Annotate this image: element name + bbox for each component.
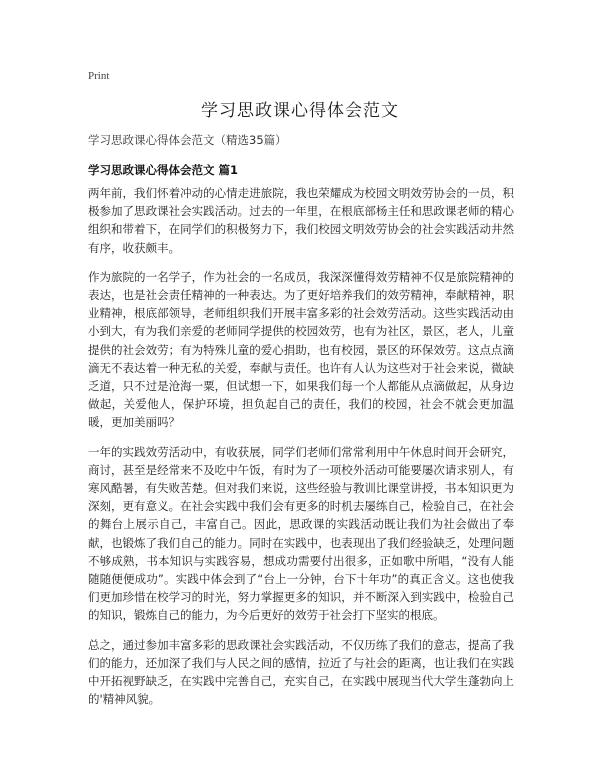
paragraph: 总之，通过参加丰富多彩的思政课社会实践活动，不仅历练了我们的意志，提高了我们的能力，还加深了我们与人民之间的感情，拉近了与社会的距离，也让我们在实践中开拓视野缺乏，在实践中完善自己，充实自己，在实践中展现当代大学生蓬勃向上的'精神风貌。 — [88, 637, 514, 707]
paragraph: 两年前，我们怀着冲动的心情走进旅院，我也荣耀成为校园文明效劳协会的一员，积极参加了思政课社会实践活动。过去的一年里，在根底部杨主任和思政课老师的精心组织和带着下，在同学们的积极努力下，我们校园文明效劳协会的社会实践活动井然有序，收获颇丰。 — [88, 186, 514, 255]
section-heading: 学习思政课心得体会范文 篇1 — [88, 163, 239, 177]
document-subtitle: 学习思政课心得体会范文（精选35篇） — [88, 133, 287, 147]
paragraph: 一年的实践效劳活动中，有收获展，同学们老师们常常利用中午休息时间开会研究，商讨，甚至是经常来不及吃中午饭，有时为了一项校外活动可能要屡次请求别人，有寒风酷暑，有失败苦楚。但对我们来说，这些经验与教训比课堂讲授，书本知识更为深刻，更有意义。在社会实践中我们会有更多的时机去屡练自己，检验自己，在社会的舞台上展示自己，丰富自己。因此，思政课的实践活动既让我们为社会做出了奉献，也锻炼了我们自己的能力。同时在实践中，也表现出了我们经验缺乏，处理问题不够成熟，书本知识与实践容易，想成功需要付出很多，正如歌中所唱，“没有人能随随便便成功”。实践中体会到了“台上一分钟，台下十年功”的真正含义。这也使我们更加珍惜在校学习的时光，努力掌握更多的知识，并不断深入到实践中，检验自己的知识，锻炼自己的能力，为今后更好的效劳于社会打下坚实的根底。 — [88, 444, 514, 623]
print-label: Print — [88, 70, 110, 82]
document-title: 学习思政课心得体会范文 — [201, 101, 399, 121]
article-body — [88, 184, 514, 719]
paragraph: 作为旅院的一名学子，作为社会的一名成员，我深深懂得效劳精神不仅是旅院精神的表达，也是社会责任精神的一种表达。为了更好培养我们的效劳精神，奉献精神，职业精神，根底部领导，老师组织我们开展丰富多彩的社会效劳活动。这些实践活动由小到大，有为我们亲爱的老师同学提供的校园效劳，也有为社区，景区，老人，儿童提供的社会效劳；有为特殊儿童的爱心捐助，也有校园，景区的环保效劳。这点点滴滴无不表达着一种无私的关爱，奉献与责任。也许有人认为这些对于社会来说，微缺乏道，只不过是沧海一粟，但试想一下，如果我们每一个人都能从点滴做起，从身边做起，关爱他人，保护环境，担负起自己的责任，我们的校园，社会不就会更加温暖，更加美丽吗？ — [88, 269, 514, 430]
